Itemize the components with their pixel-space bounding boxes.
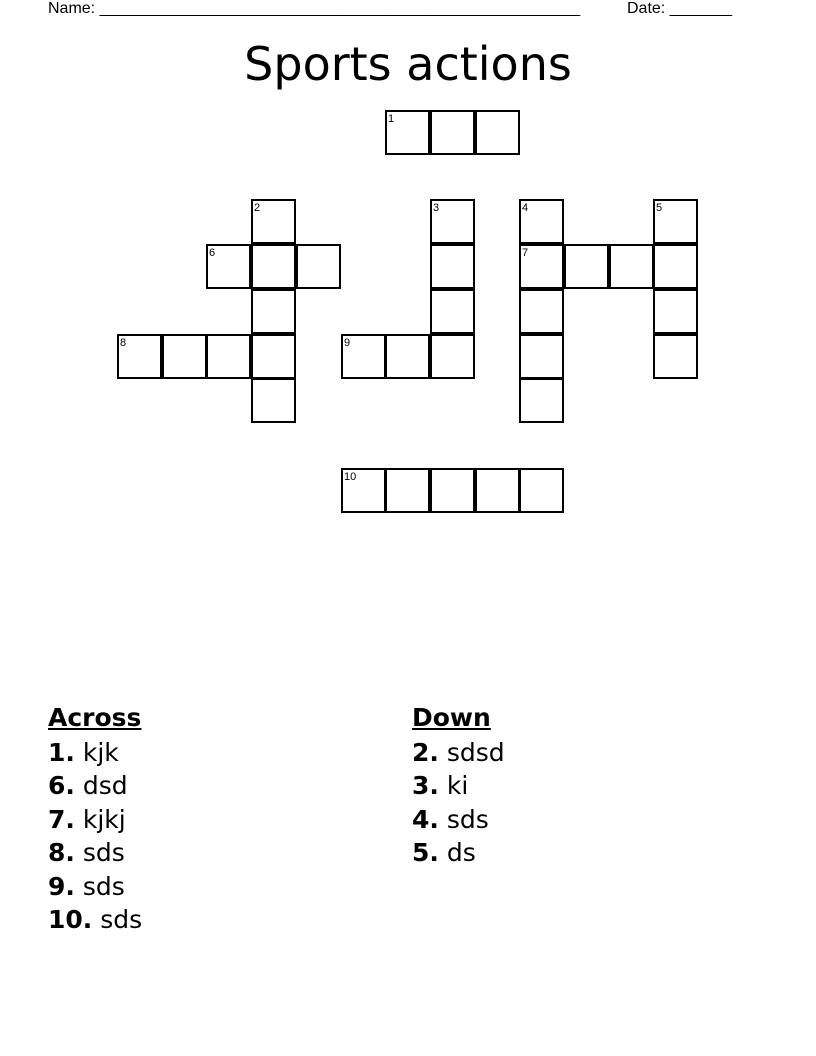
across-clue (48, 769, 142, 802)
clue-text: kjk (82, 738, 119, 767)
grid-cell[interactable] (430, 289, 475, 334)
cell-number: 6 (209, 247, 216, 259)
down-clues (412, 702, 505, 870)
date-field-line: Date: _______ (627, 0, 732, 17)
cell-number: 8 (120, 337, 127, 349)
clue-text: kjkj (82, 804, 126, 834)
grid-cell[interactable] (519, 244, 564, 289)
cell-number: 9 (344, 337, 351, 349)
grid-cell[interactable] (206, 334, 251, 379)
clue-number: 10. (48, 905, 93, 935)
clue-text: sds (82, 871, 125, 901)
grid-cell[interactable] (564, 244, 609, 289)
grid-cell[interactable] (251, 378, 296, 423)
clue-text: dsd (82, 771, 128, 801)
grid-cell[interactable] (653, 244, 698, 289)
across-clue (48, 836, 142, 869)
grid-cell[interactable] (519, 468, 564, 513)
cell-number: 3 (433, 202, 440, 214)
grid-cell[interactable] (430, 334, 475, 379)
down-clue (412, 836, 505, 869)
clue-text: sds (100, 905, 143, 935)
cell-number: 1 (388, 113, 395, 125)
clue-text: sds (82, 838, 125, 868)
grid-cell[interactable] (653, 199, 698, 244)
across-clue (48, 870, 142, 903)
grid-cell[interactable] (341, 468, 386, 513)
clue-text: sds (446, 804, 489, 834)
across-heading: Across (48, 703, 142, 732)
across-clue (48, 903, 142, 936)
cell-number: 5 (656, 202, 663, 214)
clue-text: sdsd (446, 738, 505, 767)
grid-cell[interactable] (251, 199, 296, 244)
grid-cell[interactable] (519, 289, 564, 334)
grid-cell[interactable] (653, 289, 698, 334)
puzzle-title: Sports actions (244, 37, 572, 91)
grid-cell[interactable] (653, 334, 698, 379)
clue-number: 7. (48, 804, 75, 834)
clue-number: 6. (48, 771, 75, 801)
grid-cell[interactable] (430, 244, 475, 289)
grid-cell[interactable] (117, 334, 162, 379)
clue-text: ki (446, 771, 469, 801)
grid-cell[interactable] (296, 244, 341, 289)
clue-number: 2. (412, 738, 439, 767)
cell-number: 7 (522, 247, 529, 259)
grid-cell[interactable] (519, 378, 564, 423)
grid-cell[interactable] (430, 199, 475, 244)
clue-number: 3. (412, 771, 439, 801)
grid-cell[interactable] (251, 334, 296, 379)
grid-cell[interactable] (430, 468, 475, 513)
grid-cell[interactable] (251, 289, 296, 334)
grid-cell[interactable] (475, 110, 520, 155)
clue-number: 8. (48, 838, 75, 868)
across-clue (48, 736, 142, 769)
clue-number: 4. (412, 804, 439, 834)
clue-number: 9. (48, 871, 75, 901)
grid-cell[interactable] (385, 468, 430, 513)
grid-cell[interactable] (475, 468, 520, 513)
across-clues (48, 702, 142, 936)
grid-cell[interactable] (519, 334, 564, 379)
grid-cell[interactable] (519, 199, 564, 244)
cell-number: 4 (522, 202, 529, 214)
grid-cell[interactable] (251, 244, 296, 289)
down-heading: Down (412, 703, 491, 732)
cell-number: 10 (344, 471, 357, 483)
grid-cell[interactable] (385, 110, 430, 155)
grid-cell[interactable] (430, 110, 475, 155)
grid-cell[interactable] (341, 334, 386, 379)
grid-cell[interactable] (162, 334, 207, 379)
clue-number: 1. (48, 738, 75, 767)
clue-number: 5. (412, 838, 439, 868)
grid-cell[interactable] (206, 244, 251, 289)
grid-cell[interactable] (609, 244, 654, 289)
down-clue (412, 769, 505, 802)
name-field-line: Name: ______________________________________________________ (48, 0, 581, 17)
grid-cell[interactable] (385, 334, 430, 379)
down-clue (412, 736, 505, 769)
across-clue (48, 803, 142, 836)
down-clue (412, 803, 505, 836)
clue-text: ds (446, 838, 476, 868)
cell-number: 2 (254, 202, 261, 214)
